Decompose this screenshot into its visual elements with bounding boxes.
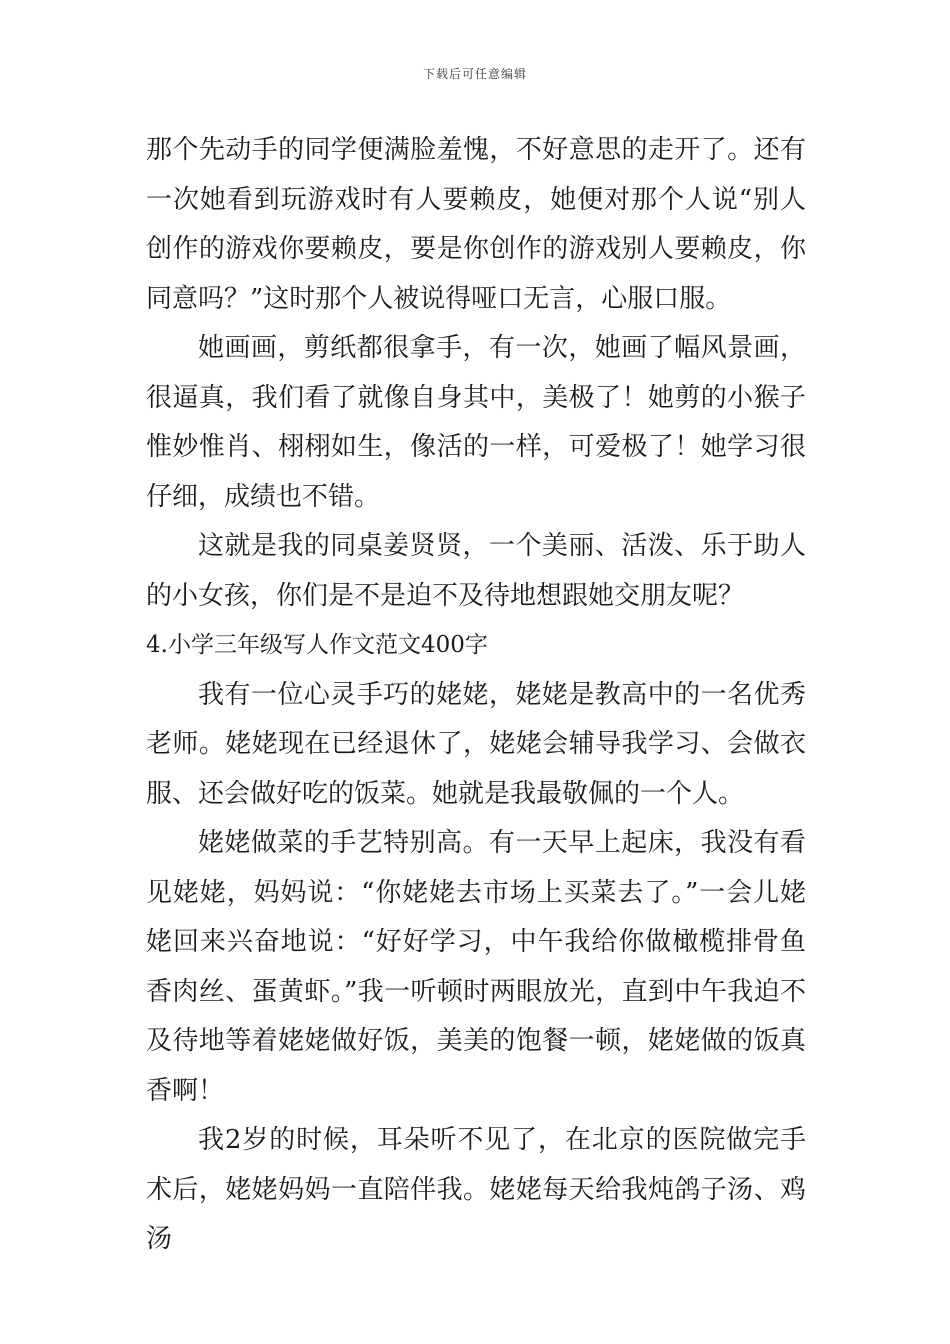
document-body <box>146 126 806 1265</box>
paragraph-3: 这就是我的同桌姜贤贤，一个美丽、活泼、乐于助人的小女孩，你们是不是迫不及待地想跟她交朋友呢？ <box>146 531 806 611</box>
section-heading: 4.小学三年级写人作文范文400字 <box>146 632 488 658</box>
paragraph-5: 姥姥做菜的手艺特别高。有一天早上起床，我没有看见姥姥，妈妈说：“你姥姥去市场上买菜去了。”一会儿姥姥回来兴奋地说：“好好学习，中午我给你做橄榄排骨鱼香肉丝、蛋黄虾。”我一听顿时两眼放光，直到中午我迫不及待地等着姥姥做好饭，美美的饱餐一顿，姥姥做的饭真香啊！ <box>146 828 806 1106</box>
page-header: 下载后可任意编辑 <box>422 67 527 81</box>
paragraph-4: 我有一位心灵手巧的姥姥，姥姥是教高中的一名优秀老师。姥姥现在已经退休了，姥姥会辅导我学习、会做衣服、还会做好吃的饭菜。她就是我最敬佩的一个人。 <box>146 679 806 809</box>
paragraph-2: 她画画，剪纸都很拿手，有一次，她画了幅风景画，很逼真，我们看了就像自身其中，美极了！她剪的小猴子惟妙惟肖、栩栩如生，像活的一样，可爱极了！她学习很仔细，成绩也不错。 <box>146 333 806 512</box>
paragraph-1: 那个先动手的同学便满脸羞愧，不好意思的走开了。还有一次她看到玩游戏时有人要赖皮，她便对那个人说“别人创作的游戏你要赖皮，要是你创作的游戏别人要赖皮，你同意吗？”这时那个人被说得哑口无言，心服口服。 <box>146 135 806 314</box>
paragraph-6: 我2岁的时候，耳朵听不见了，在北京的医院做完手术后，姥姥妈妈一直陪伴我。姥姥每天给我炖鸽子汤、鸡汤 <box>146 1125 806 1254</box>
